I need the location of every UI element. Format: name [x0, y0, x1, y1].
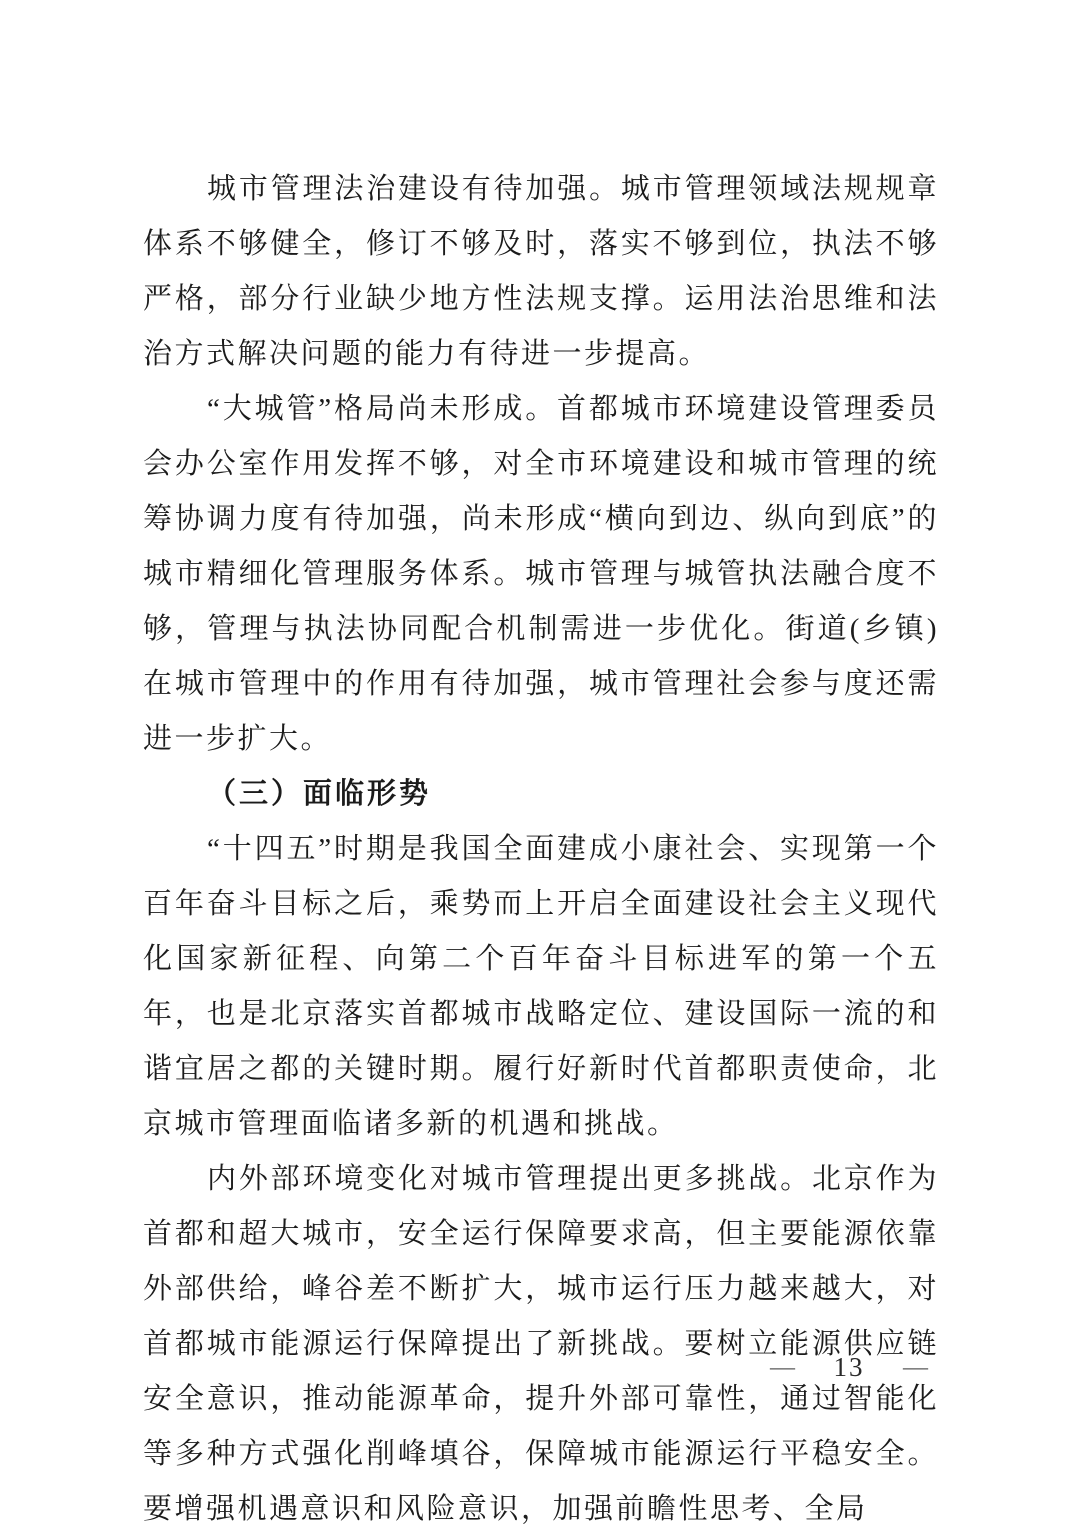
- paragraph-14th-five-year-period: “十四五”时期是我国全面建成小康社会、实现第一个百年奋斗目标之后，乘势而上开启全面建设社会主义现代化国家新征程、向第二个百年奋斗目标进军的第一个五年，也是北京落实首都城市战略定位、建设国际一流的和谐宜居之都的关键时期。履行好新时代首都职责使命，北京城市管理面临诸多新的机遇和挑战。: [143, 833, 939, 1140]
- paragraph-environment-challenges: 内外部环境变化对城市管理提出更多挑战。北京作为首都和超大城市，安全运行保障要求高，但主要能源依靠外部供给，峰谷差不断扩大，城市运行压力越来越大，对首都城市能源运行保障提出了新挑战。要树立能源供应链安全意识，推动能源革命，提升外部可靠性，通过智能化等多种方式强化削峰填谷，保障城市能源运行平稳安全。要增强机遇意识和风险意识，加强前瞻性思考、全局: [143, 1163, 939, 1525]
- page-footer: [770, 1352, 928, 1383]
- document-text-block: [143, 162, 939, 1527]
- footer-left-dash: —: [770, 1353, 795, 1381]
- paragraph-law-governance: 城市管理法治建设有待加强。城市管理领域法规规章体系不够健全，修订不够及时，落实不够到位，执法不够严格，部分行业缺少地方性法规支撑。运用法治思维和法治方式解决问题的能力有待进一步提高。: [143, 173, 939, 370]
- section-heading-situation: （三）面临形势: [207, 778, 432, 810]
- paragraph-big-city-management: “大城管”格局尚未形成。首都城市环境建设管理委员会办公室作用发挥不够，对全市环境建设和城市管理的统筹协调力度有待加强，尚未形成“横向到边、纵向到底”的城市精细化管理服务体系。城市管理与城管执法融合度不够，管理与执法协同配合机制需进一步优化。街道(乡镇)在城市管理中的作用有待加强，城市管理社会参与度还需进一步扩大。: [143, 393, 939, 755]
- page-number: 13: [833, 1352, 865, 1382]
- footer-right-dash: —: [903, 1353, 928, 1381]
